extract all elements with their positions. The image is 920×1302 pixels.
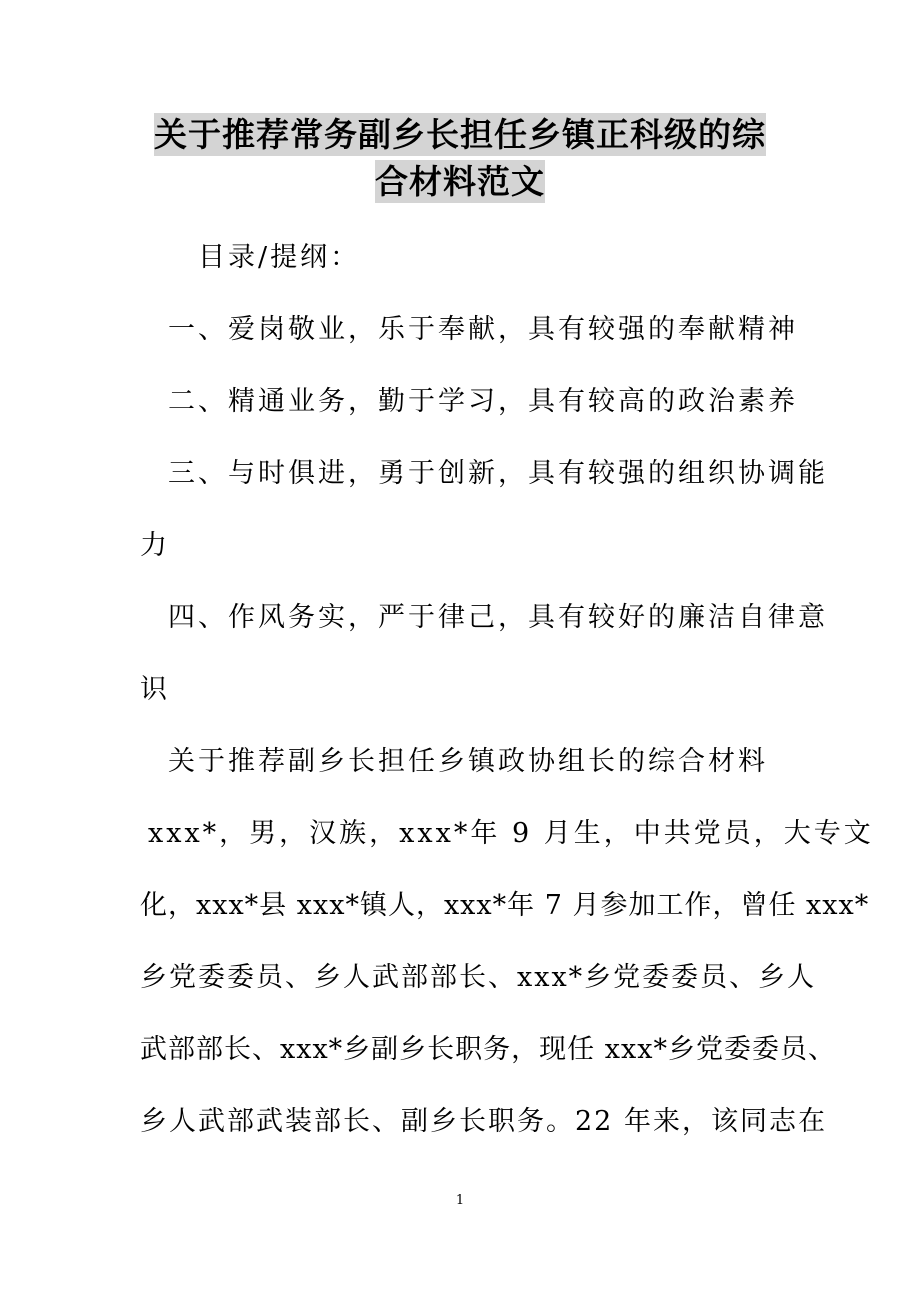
outline-item-2: 二、精通业务，勤于学习，具有较高的政治素养: [168, 386, 798, 417]
outline-item-4: 四、作风务实，严于律己，具有较好的廉洁自律意: [168, 602, 828, 633]
body-line-4: 武部部长、xxx*乡副乡长职务，现任 xxx*乡党委委员、: [140, 1034, 836, 1065]
outline-item-3-continued: 力: [140, 530, 170, 561]
outline-item-1: 一、爱岗敬业，乐于奉献，具有较强的奉献精神: [168, 314, 798, 345]
body-line-2: 化，xxx*县 xxx*镇人，xxx*年 7 月参加工作，曾任 xxx*: [140, 890, 870, 921]
title-text-1: 关于推荐常务副乡长担任乡镇正科级的综: [154, 115, 766, 154]
section-heading: 关于推荐副乡长担任乡镇政协组长的综合材料: [168, 746, 768, 777]
document-title-line-2: [0, 160, 920, 204]
body-line-5: 乡人武部武装部长、副乡长职务。22 年来，该同志在: [140, 1106, 827, 1137]
body-line-3: 乡党委委员、乡人武部部长、xxx*乡党委委员、乡人: [140, 962, 817, 993]
body-line-1: xxx*，男，汉族，xxx*年 9 月生，中共党员，大专文: [148, 818, 874, 849]
outline-heading: 目录/提纲：: [198, 242, 361, 273]
outline-item-4-continued: 识: [140, 674, 170, 705]
title-text-2: 合材料范文: [375, 162, 545, 201]
outline-item-3: 三、与时俱进，勇于创新，具有较强的组织协调能: [168, 458, 828, 489]
document-title-line-1: [0, 113, 920, 157]
page-number: 1: [455, 1193, 465, 1208]
